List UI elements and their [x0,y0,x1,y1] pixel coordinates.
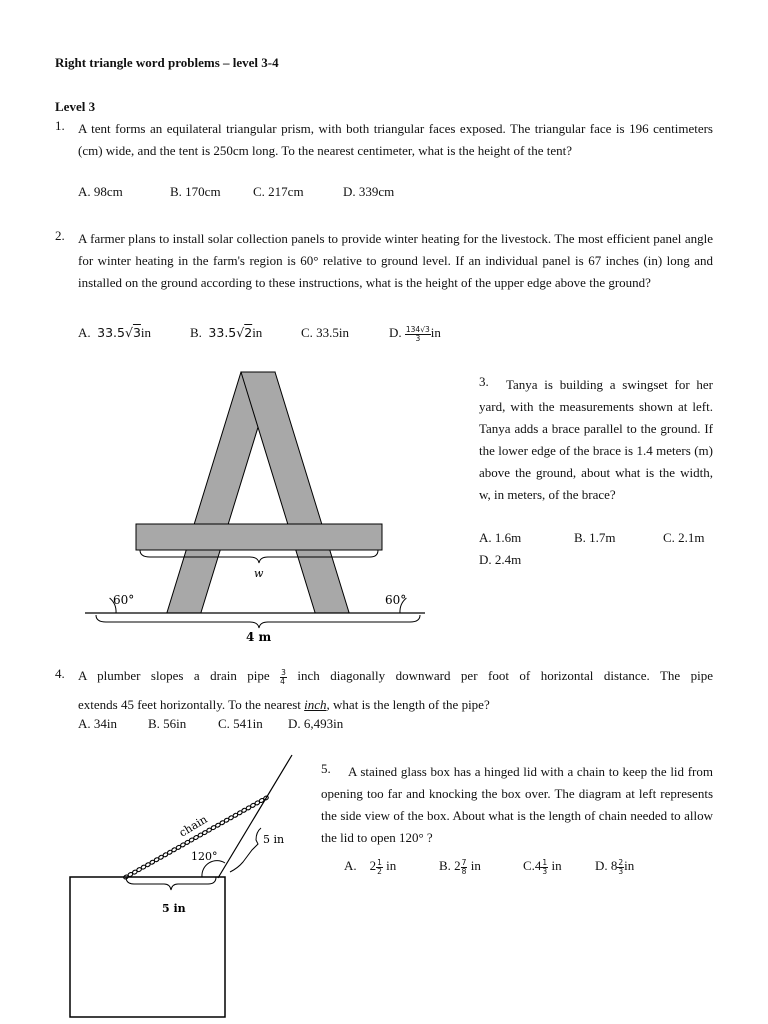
q4-fraction: $\frac{3}{4}$ [280,667,286,686]
q5-options [344,855,634,877]
base-label: 4 m [246,630,272,644]
q1-number: 1. [55,118,65,133]
glass-box-diagram [60,750,310,1020]
q3-options [479,527,705,571]
q4-option-c: C. 541in [218,716,263,731]
q5-number: 5. [321,761,331,776]
q3-option-d: D. 2.4m [479,552,522,567]
q3-number: 3. [479,374,489,389]
q4-options [78,716,343,732]
q1-options [78,184,394,200]
inch-emphasis: inch [304,697,327,712]
page-title: Right triangle word problems – level 3-4 [55,55,279,70]
angle-label-left: 60° [113,593,135,607]
q5-c-fraction: $\frac{1}{3}$ [542,857,548,876]
q1-text: A tent forms an equilateral triangular prism, with both triangular faces exposed. The triangular face is 196 centimeters (cm) wide, and the tent is 250cm long. To the nearest centimeter, what is the height of the tent? [78,121,713,158]
q1-option-b: B. 170cm [170,184,221,199]
q4-option-d: D. 6,493in [288,716,344,731]
w-label: w [254,567,264,580]
angle-arc [202,861,225,877]
q4-option-b: B. 56in [148,716,187,731]
swingset-brace [136,524,382,550]
q4-number: 4. [55,666,65,681]
q2-number: 2. [55,228,65,243]
q3-text: Tanya is building a swingset for her yard, with the measurements shown at left. Tanya adds a brace parallel to the ground. If the lower edge of the brace is 1.4 meters (m) above the ground, about what is the width, w, in meters, of the brace? [479,377,713,502]
q5-a-fraction: $\frac{1}{2}$ [377,857,382,876]
box-outline [70,877,225,1017]
swingset-diagram [80,360,430,650]
swingset-right-leg [241,372,355,632]
box-width-brace [126,877,216,890]
q2-option-b: B. 33.5√2in [190,325,263,340]
w-brace [140,550,378,563]
q2-option-a: A. 33.5√3in [78,325,152,340]
q5-option-d: D. 8 $\frac{2}{3}$ in [595,857,635,876]
level-heading: Level 3 [55,99,96,114]
q2-options [78,322,441,344]
q5-option-b: B. 2 $\frac{7}{8}$ in [439,857,481,876]
q2-option-d: D. $\frac{134√3}{3}$ in [389,324,441,343]
lid-length-label: 5 in [263,833,285,846]
q3-option-a: A. 1.6m [479,530,522,545]
q5-option-c: C.4 $\frac{1}{3}$ in [523,857,562,876]
q4-text-line1: A plumber slopes a drain pipe $\frac{3}{4}$ inch diagonally downward per foot of horizontal distance. The pipe [78,667,713,686]
q5-text: A stained glass box has a hinged lid with a chain to keep the lid from opening too far and knocking the box over. The diagram at left represents the side view of the box. About what is the length of chain needed to allow the lid to open 120° ? [321,764,713,845]
q4-option-a: A. 34in [78,716,117,731]
angle-label-right: 60° [385,593,407,607]
q2-option-c: C. 33.5in [301,325,350,340]
q5-b-fraction: $\frac{7}{8}$ [461,857,467,876]
q4-text-line2: extends 45 feet horizontally. To the nearest inch, what is the length of the pipe? [78,697,490,712]
q5-option-a: A. 2 $\frac{1}{2}$ in [344,857,397,876]
q3-option-c: C. 2.1m [663,530,705,545]
q5-d-fraction: $\frac{2}{3}$ [618,857,624,876]
q2-text: A farmer plans to install solar collection panels to provide winter heating for the livestock. The most efficient panel angle for winter heating in the farm's region is 60° relative to ground level. If an individual panel is 67 inches (in) long and installed on the ground according to these instructions, what is the height of the upper edge above the ground? [78,231,713,290]
base-brace [96,615,420,628]
q1-option-d: D. 339cm [343,184,395,199]
q2-d-fraction: $\frac{134√3}{3}$ [405,324,430,343]
q1-option-c: C. 217cm [253,184,304,199]
chain [123,795,269,879]
angle-label: 120° [191,850,218,863]
q3-option-b: B. 1.7m [574,530,616,545]
box-width-label: 5 in [162,902,186,915]
q1-option-a: A. 98cm [78,184,123,199]
chain-label: chain [176,812,210,840]
